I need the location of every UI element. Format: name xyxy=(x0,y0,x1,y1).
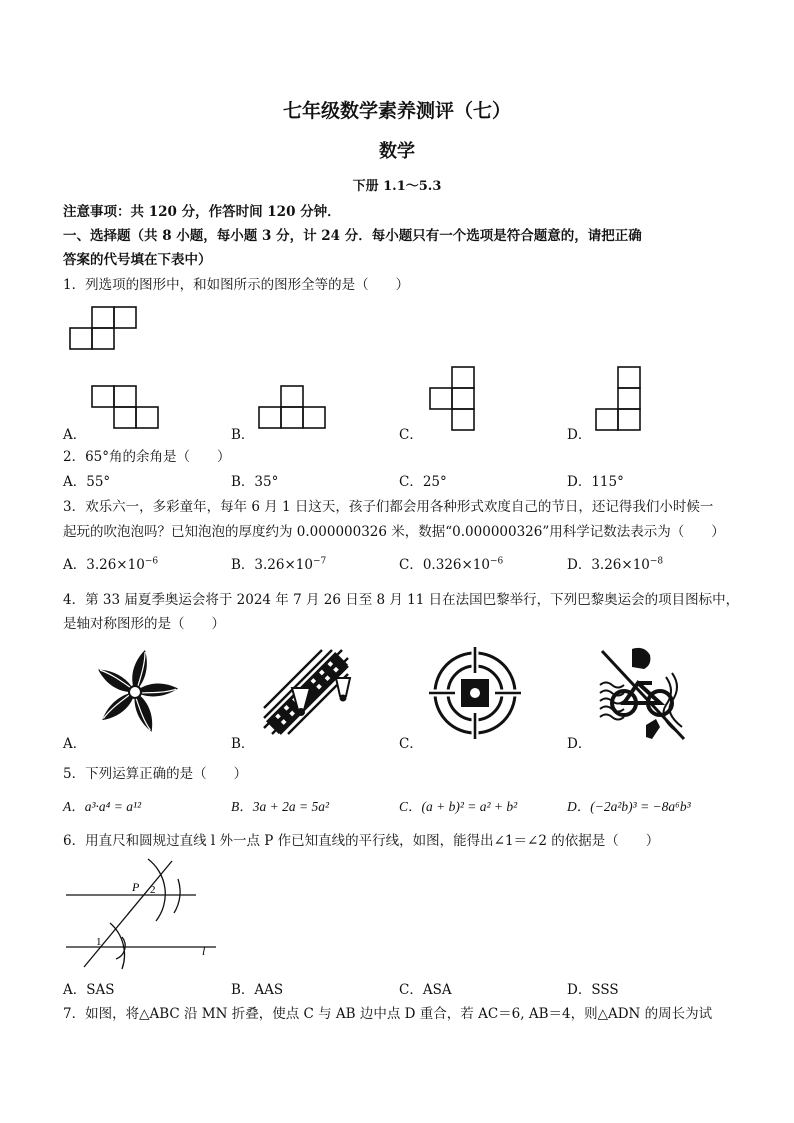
q4-line1: 4．第 33 届夏季奥运会将于 2024 年 7 月 26 日至 8 月 11 日在法国巴黎举行，下列巴黎奥运会的项目图标中， xyxy=(63,592,740,608)
q6-option-a: A．SAS xyxy=(63,982,115,998)
q7-stem: 7．如图，将△ABC 沿 MN 折叠，使点 C 与 AB 边中点 D 重合，若 AC＝6, AB＝4，则△ADN 的周长为试 xyxy=(63,1006,713,1022)
q6-construction-figure xyxy=(66,853,226,971)
q6-option-d: D．SSS xyxy=(567,982,619,998)
q5-option-a: A．a³·a⁴ = a¹² xyxy=(63,799,142,814)
q2-option-d: D．115° xyxy=(567,474,624,490)
q4-line2: 是轴对称图形的是（ ） xyxy=(63,616,225,632)
q6-stem: 6．用直尺和圆规过直线 l 外一点 P 作已知直线的平行线，如图，能得出∠1＝∠2 的依据是（ ） xyxy=(63,833,660,849)
q3-line1: 3．欢乐六一，多彩童年，每年 6 月 1 日这天，孩子们都会用各种形式欢度自己的节日，还记得我们小时候一 xyxy=(63,499,714,515)
section1-line1: 一、选择题（共 8 小题，每小题 3 分，计 24 分．每小题只有一个选项是符合题意的，请把正确 xyxy=(63,228,642,244)
q6-option-c: C．ASA xyxy=(399,982,452,998)
q1-option-d-figure xyxy=(594,365,644,435)
q6-line-l-label: l xyxy=(202,944,206,958)
q6-angle-1-label: 1 xyxy=(96,936,102,948)
q4-label-b: B． xyxy=(231,736,255,752)
q4-label-c: C． xyxy=(399,736,423,752)
q2-option-a: A．55° xyxy=(63,474,111,490)
q3-line2: 起玩的吹泡泡吗？已知泡泡的厚度约为 0.000000326 米，数据“0.000000326”用科学记数法表示为（ ） xyxy=(63,524,725,540)
q3-option-c: C．$0.326\times 10^{-6}$ xyxy=(399,556,504,573)
q1-stem: 1．列选项的图形中，和如图所示的图形全等的是（ ） xyxy=(63,277,410,293)
q4-badminton-icon xyxy=(262,648,352,738)
q1-label-a: A． xyxy=(63,427,87,443)
q6-angle-2-label: 2 xyxy=(150,884,156,896)
q2-stem: 2．65°角的余角是（ ） xyxy=(63,449,231,465)
q4-label-d: D． xyxy=(567,736,592,752)
q6-option-b: B．AAS xyxy=(231,982,284,998)
q2-option-c: C．25° xyxy=(399,474,447,490)
q1-option-a-figure xyxy=(90,384,160,434)
q4-target-icon xyxy=(428,646,522,740)
subject-title: 数学 xyxy=(379,141,415,162)
q5-option-c: C．(a + b)² = a² + b² xyxy=(399,799,518,814)
q5-option-b: B．3a + 2a = 5a² xyxy=(231,799,330,814)
q5-stem: 5．下列运算正确的是（ ） xyxy=(63,766,248,782)
q1-reference-figure xyxy=(68,305,138,353)
q2-option-b: B．35° xyxy=(231,474,279,490)
q1-option-c-figure xyxy=(428,365,478,435)
q1-label-b: B． xyxy=(231,427,255,443)
q5-option-d: D．(−2a²b)³ = −8a⁶b³ xyxy=(567,799,691,814)
q4-cycling-icon xyxy=(596,645,690,745)
q1-label-d: D． xyxy=(567,427,592,443)
q6-point-p-label: P xyxy=(132,880,140,894)
q4-pinwheel-icon xyxy=(88,645,182,739)
q3-option-b: B．$3.26\times 10^{-7}$ xyxy=(231,556,327,573)
q1-label-c: C． xyxy=(399,427,423,443)
scope-range: 下册 1.1～5.3 xyxy=(352,179,442,194)
notice: 注意事项：共 120 分，作答时间 120 分钟． xyxy=(63,204,341,220)
q1-option-b-figure xyxy=(257,384,327,434)
q3-option-a: A．$3.26\times 10^{-6}$ xyxy=(63,556,159,573)
q3-option-d: D．$3.26\times 10^{-8}$ xyxy=(567,556,664,573)
q4-label-a: A． xyxy=(63,736,87,752)
section1-line2: 答案的代号填在下表中） xyxy=(63,252,212,268)
page-title: 七年级数学素养测评（七） xyxy=(282,100,511,122)
